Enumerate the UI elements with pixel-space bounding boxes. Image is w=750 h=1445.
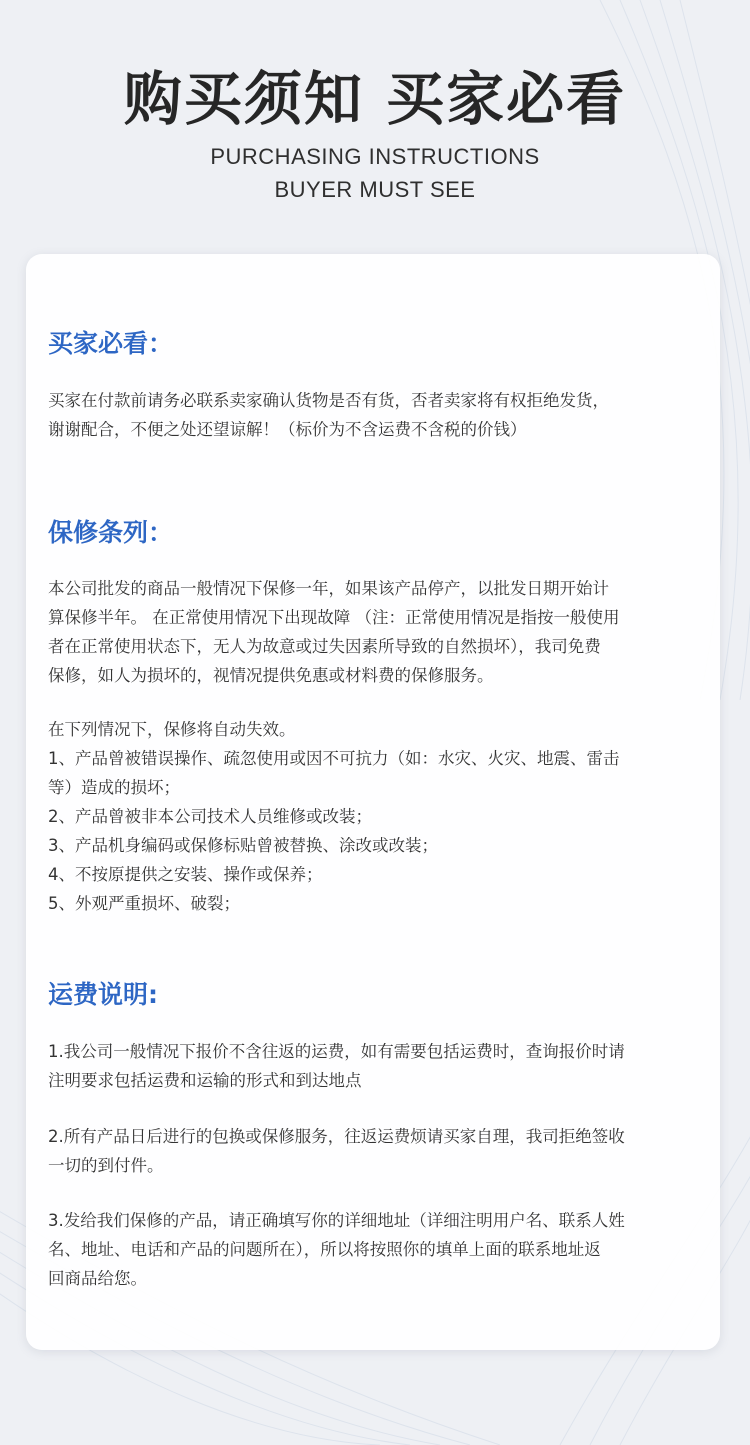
- warranty-terms-paragraph: [48, 574, 708, 690]
- section-title-buyer: 买家必看：: [48, 329, 174, 358]
- void-item-1: 1、产品曾被错误操作、疏忽使用或因不可抗力（如：水灾、火灾、地震、雷击: [48, 749, 620, 768]
- void-item-3: 3、产品机身编码或保修标贴曾被替换、涂改或改装；: [48, 836, 438, 855]
- void-intro: 在下列情况下，保修将自动失效。: [48, 720, 296, 739]
- section-title-shipping: 运费说明:: [48, 980, 158, 1009]
- shipping-paragraph-3: [48, 1206, 708, 1293]
- section-title-warranty: 保修条列：: [48, 518, 174, 547]
- shipping-paragraph-1: [48, 1037, 708, 1095]
- buyer-line-1: 买家在付款前请务必联系卖家确认货物是否有货，否者卖家将有权拒绝发货，: [48, 391, 609, 410]
- warranty-line-4: 保修，如人为损坏的，视情况提供免惠或材料费的保修服务。: [48, 666, 494, 685]
- shipping-2-line-2: 一切的到付件。: [48, 1156, 164, 1175]
- buyer-notice-paragraph: [48, 386, 708, 444]
- buyer-line-2: 谢谢配合，不便之处还望谅解！（标价为不含运费不含税的价钱）: [48, 420, 527, 439]
- shipping-3-line-1: 3.发给我们保修的产品，请正确填写你的详细地址（详细注明用户名、联系人姓: [48, 1211, 625, 1230]
- page-subtitle-line2: BUYER MUST SEE: [274, 177, 476, 202]
- warranty-void-list: [48, 715, 708, 918]
- shipping-2-line-1: 2.所有产品日后进行的包换或保修服务，往返运费烦请买家自理，我司拒绝签收: [48, 1127, 625, 1146]
- void-item-2: 2、产品曾被非本公司技术人员维修或改装；: [48, 807, 372, 826]
- shipping-1-line-2: 注明要求包括运费和运输的形式和到达地点: [48, 1071, 362, 1090]
- shipping-3-line-3: 回商品给您。: [48, 1269, 147, 1288]
- page-subtitle-line1: PURCHASING INSTRUCTIONS: [210, 144, 540, 169]
- warranty-line-2: 算保修半年。 在正常使用情况下出现故障 （注：正常使用情况是指按一般使用: [48, 608, 620, 627]
- warranty-line-3: 者在正常使用状态下，无人为故意或过失因素所导致的自然损坏），我司免费: [48, 637, 601, 656]
- shipping-3-line-2: 名、地址、电话和产品的问题所在），所以将按照你的填单上面的联系地址返: [48, 1240, 601, 1259]
- void-item-1-cont: 等）造成的损坏；: [48, 778, 180, 797]
- void-item-5: 5、外观严重损坏、破裂；: [48, 894, 240, 913]
- warranty-line-1: 本公司批发的商品一般情况下保修一年，如果该产品停产，以批发日期开始计: [48, 579, 609, 598]
- shipping-paragraph-2: [48, 1122, 708, 1180]
- page-title: 购买须知 买家必看: [123, 65, 627, 133]
- void-item-4: 4、不按原提供之安装、操作或保养；: [48, 865, 323, 884]
- info-card: [26, 254, 720, 1350]
- shipping-1-line-1: 1.我公司一般情况下报价不含往返的运费，如有需要包括运费时，查询报价时请: [48, 1042, 625, 1061]
